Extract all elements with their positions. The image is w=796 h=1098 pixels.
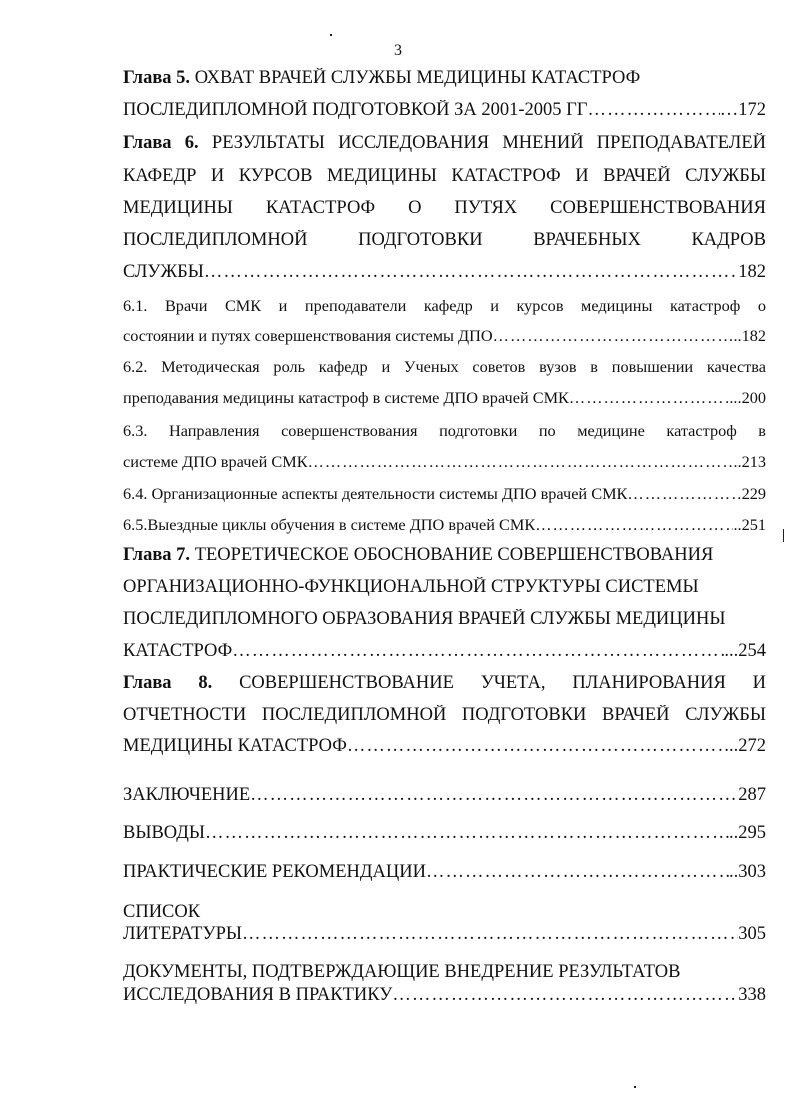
page-number: 3	[394, 42, 402, 59]
scan-speck	[634, 1086, 636, 1088]
toc-references-line1: СПИСОК	[123, 902, 201, 922]
toc-s63-line1: 6.3. Направления совершенствования подготовки по медицине катастроф в	[123, 421, 766, 440]
toc-findings-page: ..295	[729, 823, 766, 843]
toc-ch7-line4: КАТАСТРОФ ………………………………………………………………………………………………………………………………………………………………………… ...254	[123, 641, 766, 662]
toc-s64-line1: 6.4. Организационные аспекты деятельности системы ДПО врачей СМК ………………………………………………………………………………………………………………………………………………………………………… 229	[123, 484, 766, 504]
leader-dots	[627, 484, 741, 504]
toc-ch5-line2: ПОСЛЕДИПЛОМНОЙ ПОДГОТОВКОЙ ЗА 2001-2005 ГГ ………………………………………………………………………………………………………………………………………………………………………… …172	[123, 100, 766, 121]
leader-dots	[535, 515, 733, 535]
toc-ch6-page: 182	[738, 262, 766, 282]
toc-references-page: 305	[738, 924, 766, 944]
leader-dots	[426, 862, 729, 883]
toc-s62-line1: 6.2. Методическая роль кафедр и Ученых советов вузов в повышении качества	[123, 357, 766, 376]
toc-ch5-line1: Глава 5. ОХВАТ ВРАЧЕЙ СЛУЖБЫ МЕДИЦИНЫ КАТАСТРОФ	[123, 68, 641, 88]
toc-s63-page: ..213	[733, 452, 766, 471]
toc-references-line2: ЛИТЕРАТУРЫ ………………………………………………………………………………………………………………………………………………………………………… 305	[123, 924, 766, 945]
leader-dots	[250, 785, 738, 806]
scan-mark	[783, 529, 784, 542]
toc-s65-page: ..251	[733, 515, 766, 534]
toc-documents-line2: ИССЛЕДОВАНИЯ В ПРАКТИКУ ………………………………………………………………………………………………………………………………………………………………………… 338	[123, 985, 766, 1006]
toc-ch5-page: …172	[719, 100, 766, 120]
toc-ch6-line2: КАФЕДР И КУРСОВ МЕДИЦИНЫ КАТАСТРОФ И ВРАЧЕЙ СЛУЖБЫ	[123, 166, 766, 186]
toc-recommendations: ПРАКТИЧЕСКИЕ РЕКОМЕНДАЦИИ ………………………………………………………………………………………………………………………………………………………………………… ..303	[123, 862, 766, 883]
toc-s61-line1: 6.1. Врачи СМК и преподаватели кафедр и курсов медицины катастроф о	[123, 296, 766, 315]
leader-dots	[347, 736, 729, 757]
toc-ch6-line5: СЛУЖБЫ ………………………………………………………………………………………………………………………………………………………………………… 182	[123, 262, 766, 283]
leader-dots	[569, 388, 729, 408]
toc-ch8-line3: МЕДИЦИНЫ КАТАСТРОФ ………………………………………………………………………………………………………………………………………………………………………… ..272	[123, 736, 766, 757]
toc-s61-page: ..182	[733, 326, 766, 345]
ch5-label: Глава 5.	[123, 68, 191, 88]
toc-s62-page: ...200	[729, 388, 766, 407]
leader-dots	[242, 924, 738, 945]
toc-conclusion: ЗАКЛЮЧЕНИЕ ………………………………………………………………………………………………………………………………………………………………………… 287	[123, 785, 766, 806]
toc-ch7-line3: ПОСЛЕДИПЛОМНОГО ОБРАЗОВАНИЯ ВРАЧЕЙ СЛУЖБЫ МЕДИЦИНЫ	[123, 609, 726, 629]
ch7-label: Глава 7.	[123, 545, 191, 565]
toc-ch8-line2: ОТЧЕТНОСТИ ПОСЛЕДИПЛОМНОЙ ПОДГОТОВКИ ВРАЧЕЙ СЛУЖБЫ	[123, 705, 766, 725]
toc-ch6-line3: МЕДИЦИНЫ КАТАСТРОФ О ПУТЯХ СОВЕРШЕНСТВОВАНИЯ	[123, 198, 766, 218]
leader-dots	[205, 823, 729, 844]
toc-s65-line1: 6.5.Выездные циклы обучения в системе ДПО врачей СМК ………………………………………………………………………………………………………………………………………………………………………… ..251	[123, 515, 766, 535]
leader-dots	[588, 100, 720, 121]
toc-ch6-line1: Глава 6. РЕЗУЛЬТАТЫ ИССЛЕДОВАНИЯ МНЕНИЙ ПРЕПОДАВАТЕЛЕЙ	[123, 133, 766, 153]
leader-dots	[392, 985, 738, 1006]
toc-ch7-line1: Глава 7. ТЕОРЕТИЧЕСКОЕ ОБОСНОВАНИЕ СОВЕРШЕНСТВОВАНИЯ	[123, 545, 714, 565]
toc-conclusion-page: 287	[738, 785, 766, 805]
toc-ch7-page: ...254	[724, 641, 766, 661]
toc-s61-line2: состоянии и путях совершенствования системы ДПО ………………………………………………………………………………………………………………………………………………………………………… ..182	[123, 326, 766, 346]
leader-dots	[232, 641, 724, 662]
ch8-label: Глава 8.	[123, 673, 213, 693]
toc-s64-page: 229	[741, 484, 766, 503]
toc-ch8-line1: Глава 8. СОВЕРШЕНСТВОВАНИЕ УЧЕТА, ПЛАНИРОВАНИЯ И	[123, 673, 766, 693]
ch6-label: Глава 6.	[123, 133, 199, 153]
scan-speck	[330, 34, 332, 36]
toc-ch8-page: ..272	[729, 736, 766, 756]
toc-findings: ВЫВОДЫ ………………………………………………………………………………………………………………………………………………………………………… ..295	[123, 823, 766, 844]
leader-dots	[204, 262, 738, 283]
toc-recommendations-page: ..303	[729, 862, 766, 882]
toc-ch7-line2: ОРГАНИЗАЦИОННО-ФУНКЦИОНАЛЬНОЙ СТРУКТУРЫ СИСТЕМЫ	[123, 577, 699, 597]
leader-dots	[493, 326, 734, 346]
toc-documents-line1: ДОКУМЕНТЫ, ПОДТВЕРЖДАЮЩИЕ ВНЕДРЕНИЕ РЕЗУЛЬТАТОВ	[123, 962, 681, 982]
toc-documents-page: 338	[738, 985, 766, 1005]
toc-s62-line2: преподавания медицины катастроф в системе ДПО врачей СМК ………………………………………………………………………………………………………………………………………………………………………… ...200	[123, 388, 766, 408]
leader-dots	[308, 452, 734, 472]
toc-s63-line2: системе ДПО врачей СМК ………………………………………………………………………………………………………………………………………………………………………… ..213	[123, 452, 766, 472]
toc-ch6-line4: ПОСЛЕДИПЛОМНОЙ ПОДГОТОВКИ ВРАЧЕБНЫХ КАДРОВ	[123, 230, 766, 250]
